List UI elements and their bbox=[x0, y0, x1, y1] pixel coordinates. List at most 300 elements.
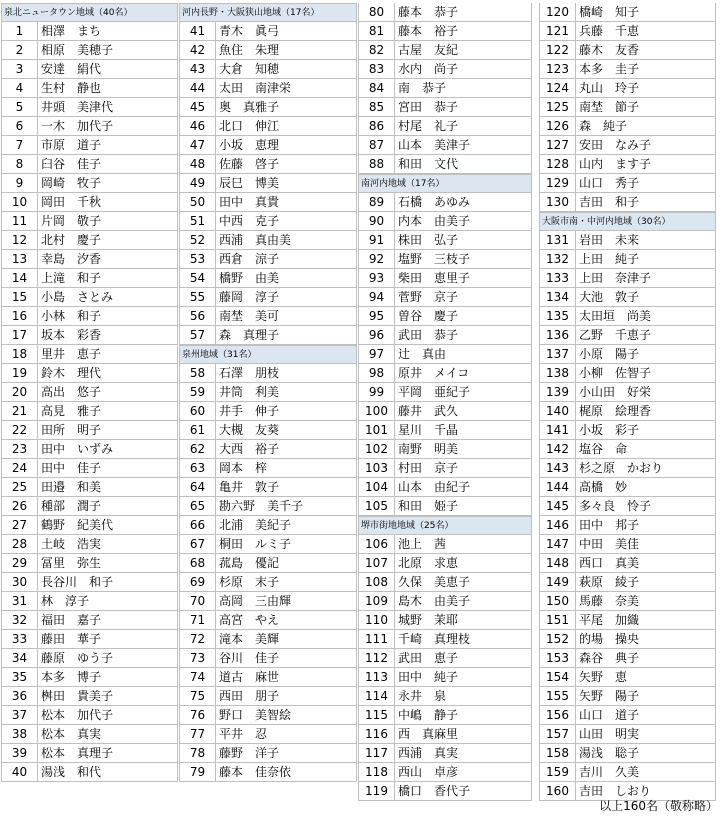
member-number: 141 bbox=[539, 421, 575, 439]
member-name: 藤本 裕子 bbox=[394, 22, 532, 40]
member-number: 10 bbox=[1, 193, 37, 211]
member-name: 安田 なみ子 bbox=[575, 136, 716, 154]
member-name: 岡田 千秋 bbox=[37, 193, 178, 211]
member-name: 西口 真美 bbox=[575, 554, 716, 572]
member-row bbox=[179, 421, 357, 440]
member-name: 上滝 和子 bbox=[37, 269, 178, 287]
member-name: 安達 絹代 bbox=[37, 60, 178, 78]
member-number: 150 bbox=[539, 592, 575, 610]
member-number: 110 bbox=[358, 611, 394, 629]
member-number: 59 bbox=[179, 383, 215, 401]
member-name: 萩原 綾子 bbox=[575, 573, 716, 591]
member-name: 相澤 まち bbox=[37, 22, 178, 40]
member-name: 中西 克子 bbox=[215, 212, 357, 230]
region-header: 河内長野・大阪狭山地域（17名） bbox=[179, 3, 357, 22]
member-name: 城野 茉耶 bbox=[394, 611, 532, 629]
member-row bbox=[1, 440, 178, 459]
member-name: 南埜 美可 bbox=[215, 307, 357, 325]
member-name: 石橋 あゆみ bbox=[394, 193, 532, 211]
member-number: 147 bbox=[539, 535, 575, 553]
member-number: 134 bbox=[539, 288, 575, 306]
member-row bbox=[179, 326, 357, 345]
member-row bbox=[1, 155, 178, 174]
member-number: 144 bbox=[539, 478, 575, 496]
member-row bbox=[539, 687, 716, 706]
member-name: 勘六野 美千子 bbox=[215, 497, 357, 515]
member-row bbox=[179, 535, 357, 554]
member-name: 田中 邦子 bbox=[575, 516, 716, 534]
member-number: 120 bbox=[539, 3, 575, 21]
member-row bbox=[1, 60, 178, 79]
member-row bbox=[179, 706, 357, 725]
member-name: 幸島 汐香 bbox=[37, 250, 178, 268]
member-row bbox=[358, 117, 532, 136]
member-number: 48 bbox=[179, 155, 215, 173]
member-row bbox=[1, 98, 178, 117]
member-name: 岩田 未来 bbox=[575, 231, 716, 249]
member-name: 藤田 華子 bbox=[37, 630, 178, 648]
member-number: 111 bbox=[358, 630, 394, 648]
member-number: 74 bbox=[179, 668, 215, 686]
member-row bbox=[179, 611, 357, 630]
member-row bbox=[539, 117, 716, 136]
member-number: 123 bbox=[539, 60, 575, 78]
member-name: 内本 由美子 bbox=[394, 212, 532, 230]
member-number: 66 bbox=[179, 516, 215, 534]
member-row bbox=[179, 307, 357, 326]
member-name: 菰島 優記 bbox=[215, 554, 357, 572]
member-number: 46 bbox=[179, 117, 215, 135]
member-row bbox=[539, 98, 716, 117]
member-name: 村田 京子 bbox=[394, 459, 532, 477]
member-name: 高橋 妙 bbox=[575, 478, 716, 496]
member-row bbox=[179, 649, 357, 668]
member-name: 西倉 涼子 bbox=[215, 250, 357, 268]
member-name: 高岡 三由輝 bbox=[215, 592, 357, 610]
member-name: 滝本 美輝 bbox=[215, 630, 357, 648]
member-row bbox=[539, 136, 716, 155]
member-row bbox=[358, 535, 532, 554]
member-row bbox=[179, 193, 357, 212]
member-number: 22 bbox=[1, 421, 37, 439]
member-row bbox=[1, 421, 178, 440]
member-row bbox=[358, 592, 532, 611]
region-header: 南河内地域（17名） bbox=[358, 174, 532, 193]
member-name: 和田 姫子 bbox=[394, 497, 532, 515]
member-name: 宮田 恭子 bbox=[394, 98, 532, 116]
member-number: 121 bbox=[539, 22, 575, 40]
member-row bbox=[539, 554, 716, 573]
member-row bbox=[179, 497, 357, 516]
member-number: 86 bbox=[358, 117, 394, 135]
member-row bbox=[1, 497, 178, 516]
member-number: 27 bbox=[1, 516, 37, 534]
member-row bbox=[179, 212, 357, 231]
member-number: 4 bbox=[1, 79, 37, 97]
member-number: 18 bbox=[1, 345, 37, 363]
member-number: 57 bbox=[179, 326, 215, 344]
member-row bbox=[179, 117, 357, 136]
member-name: 亀井 敦子 bbox=[215, 478, 357, 496]
member-number: 85 bbox=[358, 98, 394, 116]
member-number: 8 bbox=[1, 155, 37, 173]
member-name: 北浦 美紀子 bbox=[215, 516, 357, 534]
member-row bbox=[358, 60, 532, 79]
member-row bbox=[539, 516, 716, 535]
member-name: 塩谷 命 bbox=[575, 440, 716, 458]
member-name: 小島 さとみ bbox=[37, 288, 178, 306]
member-name: 千崎 真理枝 bbox=[394, 630, 532, 648]
member-name: 吉川 久美 bbox=[575, 763, 716, 781]
member-row bbox=[539, 174, 716, 193]
member-number: 127 bbox=[539, 136, 575, 154]
member-name: 藤井 武久 bbox=[394, 402, 532, 420]
member-name: 太田 南津栄 bbox=[215, 79, 357, 97]
member-row bbox=[539, 79, 716, 98]
member-row bbox=[358, 41, 532, 60]
member-row bbox=[1, 668, 178, 687]
member-name: 生村 静也 bbox=[37, 79, 178, 97]
member-row bbox=[1, 79, 178, 98]
member-number: 28 bbox=[1, 535, 37, 553]
member-row bbox=[1, 136, 178, 155]
member-row bbox=[539, 573, 716, 592]
member-number: 124 bbox=[539, 79, 575, 97]
member-number: 12 bbox=[1, 231, 37, 249]
member-name: 林 淳子 bbox=[37, 592, 178, 610]
member-name: 南埜 節子 bbox=[575, 98, 716, 116]
member-row bbox=[358, 22, 532, 41]
member-row bbox=[539, 611, 716, 630]
member-row bbox=[179, 687, 357, 706]
member-number: 75 bbox=[179, 687, 215, 705]
member-name: 的場 操央 bbox=[575, 630, 716, 648]
member-row bbox=[539, 231, 716, 250]
member-row bbox=[179, 136, 357, 155]
member-row bbox=[1, 706, 178, 725]
member-name: 兵藤 千恵 bbox=[575, 22, 716, 40]
member-name: 橋口 香代子 bbox=[394, 782, 532, 800]
member-row bbox=[358, 421, 532, 440]
member-number: 159 bbox=[539, 763, 575, 781]
member-name: 上田 奈津子 bbox=[575, 269, 716, 287]
member-number: 5 bbox=[1, 98, 37, 116]
member-number: 65 bbox=[179, 497, 215, 515]
member-name: 矢野 陽子 bbox=[575, 687, 716, 705]
member-number: 40 bbox=[1, 763, 37, 781]
member-row bbox=[179, 440, 357, 459]
member-number: 148 bbox=[539, 554, 575, 572]
member-number: 16 bbox=[1, 307, 37, 325]
member-row bbox=[1, 459, 178, 478]
member-name: 北口 伸江 bbox=[215, 117, 357, 135]
member-name: 塩野 三枝子 bbox=[394, 250, 532, 268]
member-number: 154 bbox=[539, 668, 575, 686]
member-row bbox=[179, 383, 357, 402]
member-name: 長谷川 和子 bbox=[37, 573, 178, 591]
region-header: 泉州地域（31名） bbox=[179, 345, 357, 364]
member-name: 梶原 絵理香 bbox=[575, 402, 716, 420]
member-number: 60 bbox=[179, 402, 215, 420]
member-name: 桐田 ルミ子 bbox=[215, 535, 357, 553]
member-row bbox=[179, 79, 357, 98]
member-number: 155 bbox=[539, 687, 575, 705]
member-row bbox=[179, 630, 357, 649]
member-name: 野口 美智絵 bbox=[215, 706, 357, 724]
member-row bbox=[358, 763, 532, 782]
member-number: 108 bbox=[358, 573, 394, 591]
member-name: 吉田 和子 bbox=[575, 193, 716, 211]
member-name: 水内 尚子 bbox=[394, 60, 532, 78]
member-number: 103 bbox=[358, 459, 394, 477]
member-number: 9 bbox=[1, 174, 37, 192]
member-name: 上田 純子 bbox=[575, 250, 716, 268]
member-number: 67 bbox=[179, 535, 215, 553]
member-number: 83 bbox=[358, 60, 394, 78]
member-number: 29 bbox=[1, 554, 37, 572]
member-name: 西浦 真実 bbox=[394, 744, 532, 762]
member-number: 62 bbox=[179, 440, 215, 458]
member-number: 30 bbox=[1, 573, 37, 591]
member-row bbox=[179, 364, 357, 383]
member-row bbox=[1, 592, 178, 611]
member-number: 143 bbox=[539, 459, 575, 477]
member-number: 52 bbox=[179, 231, 215, 249]
member-number: 84 bbox=[358, 79, 394, 97]
region-header: 堺市街地地域（25名） bbox=[358, 516, 532, 535]
member-row bbox=[539, 630, 716, 649]
member-name: 種部 潤子 bbox=[37, 497, 178, 515]
member-number: 114 bbox=[358, 687, 394, 705]
member-row bbox=[179, 41, 357, 60]
member-row bbox=[358, 554, 532, 573]
member-row bbox=[539, 402, 716, 421]
member-row bbox=[1, 535, 178, 554]
member-name: 大池 敦子 bbox=[575, 288, 716, 306]
member-row bbox=[539, 440, 716, 459]
member-row bbox=[358, 573, 532, 592]
member-name: 湯浅 聡子 bbox=[575, 744, 716, 762]
member-name: 株田 弘子 bbox=[394, 231, 532, 249]
member-name: 高出 悠子 bbox=[37, 383, 178, 401]
member-row bbox=[539, 269, 716, 288]
member-name: 南 恭子 bbox=[394, 79, 532, 97]
member-number: 89 bbox=[358, 193, 394, 211]
member-row bbox=[358, 212, 532, 231]
member-number: 49 bbox=[179, 174, 215, 192]
member-row bbox=[539, 478, 716, 497]
member-name: 田中 純子 bbox=[394, 668, 532, 686]
member-name: 福田 嘉子 bbox=[37, 611, 178, 629]
list-column bbox=[539, 3, 716, 801]
member-row bbox=[539, 41, 716, 60]
member-row bbox=[539, 383, 716, 402]
member-row bbox=[179, 288, 357, 307]
member-name: 平岡 亜紀子 bbox=[394, 383, 532, 401]
member-name: 山口 道子 bbox=[575, 706, 716, 724]
member-name: 青木 眞弓 bbox=[215, 22, 357, 40]
member-name: 湯浅 和代 bbox=[37, 763, 178, 781]
member-row bbox=[179, 763, 357, 782]
member-row bbox=[539, 307, 716, 326]
member-name: 市原 道子 bbox=[37, 136, 178, 154]
member-number: 158 bbox=[539, 744, 575, 762]
member-name: 田邉 和美 bbox=[37, 478, 178, 496]
member-name: 小山田 好栄 bbox=[575, 383, 716, 401]
member-row bbox=[179, 725, 357, 744]
member-row bbox=[358, 782, 532, 801]
member-name: 南野 明美 bbox=[394, 440, 532, 458]
member-number: 122 bbox=[539, 41, 575, 59]
member-name: 武田 恭子 bbox=[394, 326, 532, 344]
member-name: 藤本 恭子 bbox=[394, 3, 532, 21]
member-number: 78 bbox=[179, 744, 215, 762]
member-number: 72 bbox=[179, 630, 215, 648]
member-row bbox=[358, 383, 532, 402]
member-number: 139 bbox=[539, 383, 575, 401]
member-number: 102 bbox=[358, 440, 394, 458]
member-row bbox=[539, 3, 716, 22]
member-number: 146 bbox=[539, 516, 575, 534]
member-name: 島木 由美子 bbox=[394, 592, 532, 610]
member-name: 魚住 朱理 bbox=[215, 41, 357, 59]
member-name: 一木 加代子 bbox=[37, 117, 178, 135]
member-number: 145 bbox=[539, 497, 575, 515]
member-number: 20 bbox=[1, 383, 37, 401]
member-name: 藤本 佳奈依 bbox=[215, 763, 357, 781]
member-number: 64 bbox=[179, 478, 215, 496]
member-name: 北原 求恵 bbox=[394, 554, 532, 572]
member-row bbox=[539, 60, 716, 79]
member-number: 76 bbox=[179, 706, 215, 724]
member-row bbox=[539, 725, 716, 744]
member-row bbox=[1, 364, 178, 383]
member-number: 125 bbox=[539, 98, 575, 116]
member-number: 47 bbox=[179, 136, 215, 154]
member-number: 99 bbox=[358, 383, 394, 401]
member-name: 冨里 弥生 bbox=[37, 554, 178, 572]
member-name: 小原 陽子 bbox=[575, 345, 716, 363]
member-number: 23 bbox=[1, 440, 37, 458]
member-name: 原井 メイコ bbox=[394, 364, 532, 382]
region-header: 泉北ニュータウン地域（40名） bbox=[1, 3, 178, 22]
member-row bbox=[539, 706, 716, 725]
member-row bbox=[1, 611, 178, 630]
member-name: 本多 博子 bbox=[37, 668, 178, 686]
member-name: 桝田 貴美子 bbox=[37, 687, 178, 705]
member-number: 94 bbox=[358, 288, 394, 306]
member-row bbox=[1, 345, 178, 364]
member-name: 田所 明子 bbox=[37, 421, 178, 439]
member-number: 156 bbox=[539, 706, 575, 724]
member-number: 13 bbox=[1, 250, 37, 268]
member-number: 153 bbox=[539, 649, 575, 667]
member-name: 山本 由紀子 bbox=[394, 478, 532, 496]
member-row bbox=[1, 725, 178, 744]
member-row bbox=[1, 250, 178, 269]
member-number: 104 bbox=[358, 478, 394, 496]
member-number: 128 bbox=[539, 155, 575, 173]
member-number: 142 bbox=[539, 440, 575, 458]
member-number: 98 bbox=[358, 364, 394, 382]
member-name: 星川 千晶 bbox=[394, 421, 532, 439]
member-name: 杉原 末子 bbox=[215, 573, 357, 591]
member-number: 109 bbox=[358, 592, 394, 610]
member-row bbox=[1, 22, 178, 41]
member-row bbox=[358, 136, 532, 155]
member-row bbox=[358, 155, 532, 174]
member-number: 92 bbox=[358, 250, 394, 268]
member-number: 138 bbox=[539, 364, 575, 382]
member-number: 96 bbox=[358, 326, 394, 344]
member-number: 15 bbox=[1, 288, 37, 306]
member-number: 54 bbox=[179, 269, 215, 287]
member-row bbox=[539, 193, 716, 212]
member-number: 56 bbox=[179, 307, 215, 325]
member-row bbox=[179, 231, 357, 250]
member-name: 井筒 利美 bbox=[215, 383, 357, 401]
member-name: 池上 茜 bbox=[394, 535, 532, 553]
member-name: 小林 和子 bbox=[37, 307, 178, 325]
member-name: 辻 真由 bbox=[394, 345, 532, 363]
member-row bbox=[358, 231, 532, 250]
list-column bbox=[358, 3, 532, 801]
member-name: 西浦 真由美 bbox=[215, 231, 357, 249]
member-number: 151 bbox=[539, 611, 575, 629]
member-row bbox=[1, 516, 178, 535]
member-name: 平井 忍 bbox=[215, 725, 357, 743]
member-row bbox=[539, 497, 716, 516]
member-row bbox=[1, 269, 178, 288]
member-row bbox=[358, 478, 532, 497]
member-row bbox=[179, 478, 357, 497]
member-row bbox=[179, 250, 357, 269]
member-number: 157 bbox=[539, 725, 575, 743]
member-name: 鈴木 理代 bbox=[37, 364, 178, 382]
member-row bbox=[1, 744, 178, 763]
member-row bbox=[179, 402, 357, 421]
member-number: 115 bbox=[358, 706, 394, 724]
member-number: 32 bbox=[1, 611, 37, 629]
member-name: 曽谷 慶子 bbox=[394, 307, 532, 325]
member-name: 佐藤 啓子 bbox=[215, 155, 357, 173]
member-row bbox=[358, 611, 532, 630]
member-name: 西田 朋子 bbox=[215, 687, 357, 705]
member-row bbox=[179, 174, 357, 193]
member-name: 中田 美佳 bbox=[575, 535, 716, 553]
member-row bbox=[539, 155, 716, 174]
member-number: 149 bbox=[539, 573, 575, 591]
member-name: 高見 雅子 bbox=[37, 402, 178, 420]
member-name: 西山 卓彦 bbox=[394, 763, 532, 781]
member-number: 126 bbox=[539, 117, 575, 135]
member-number: 70 bbox=[179, 592, 215, 610]
member-row bbox=[358, 307, 532, 326]
member-row bbox=[358, 440, 532, 459]
member-name: 松本 真実 bbox=[37, 725, 178, 743]
member-name: 土岐 浩実 bbox=[37, 535, 178, 553]
member-name: 相原 美穂子 bbox=[37, 41, 178, 59]
member-name: 坂本 彩香 bbox=[37, 326, 178, 344]
member-number: 6 bbox=[1, 117, 37, 135]
member-name: 平尾 加織 bbox=[575, 611, 716, 629]
member-number: 69 bbox=[179, 573, 215, 591]
member-number: 129 bbox=[539, 174, 575, 192]
member-row bbox=[539, 345, 716, 364]
member-number: 26 bbox=[1, 497, 37, 515]
member-name: 村尾 礼子 bbox=[394, 117, 532, 135]
member-name: 小坂 彩子 bbox=[575, 421, 716, 439]
